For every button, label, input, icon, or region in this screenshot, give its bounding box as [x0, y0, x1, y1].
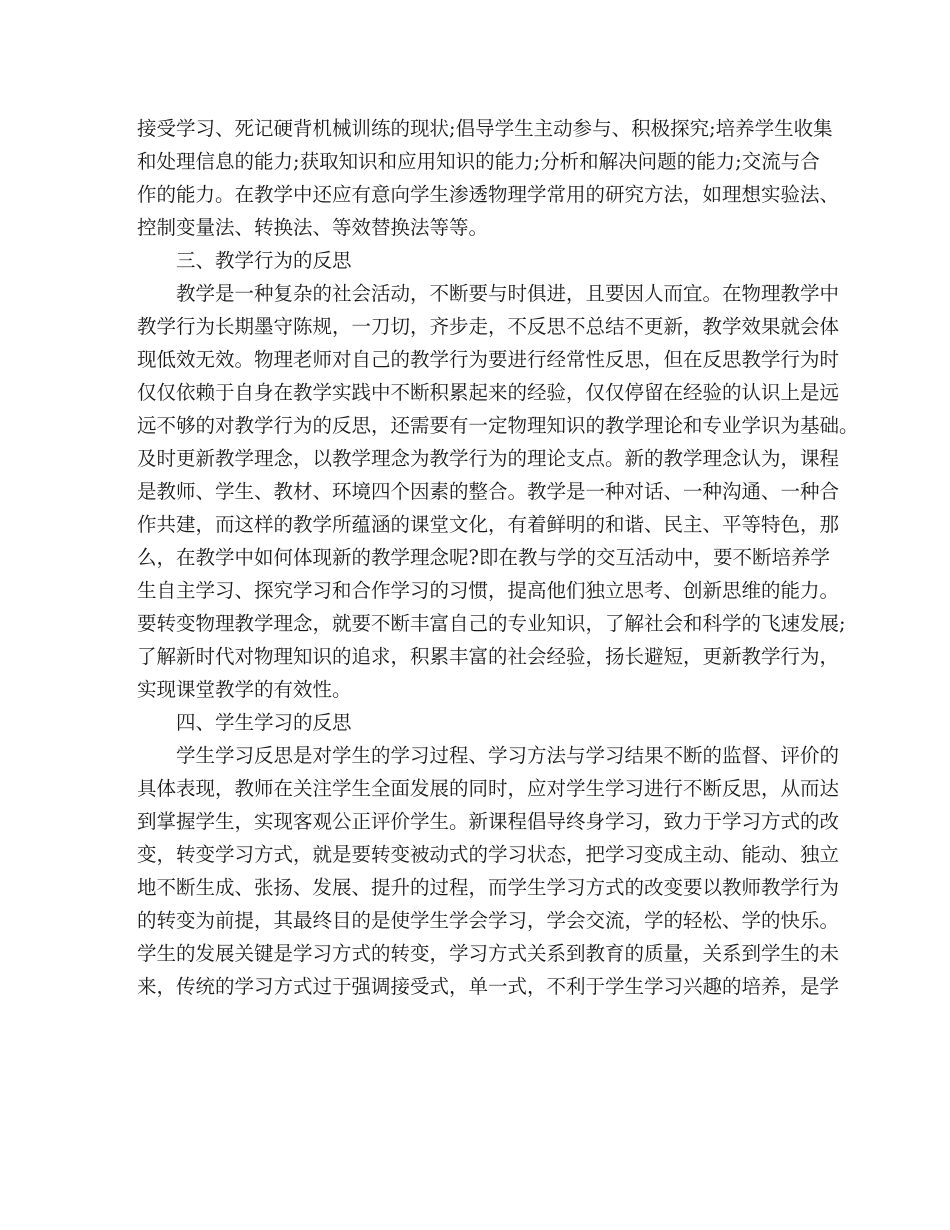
text-line: 要转变物理教学理念，就要不断丰富自己的专业知识，了解社会和科学的飞速发展; — [137, 612, 846, 635]
text-line: 具体表现，教师在关注学生全面发展的同时，应对学生学习进行不断反思，从而达 — [137, 777, 840, 800]
text-line: 实现课堂教学的有效性。 — [137, 678, 352, 701]
text-line: 作的能力。在教学中还应有意向学生渗透物理学常用的研究方法，如理想实验法、 — [137, 183, 840, 206]
text-line: 地不断生成、张扬、发展、提升的过程，而学生学习方式的改变要以教师教学行为 — [137, 876, 840, 899]
text-line: 控制变量法、转换法、等效替换法等等。 — [137, 216, 489, 239]
text-line: 及时更新教学理念，以教学理念为教学行为的理论支点。新的教学理念认为，课程 — [137, 447, 840, 470]
text-line: 作共建，而这样的教学所蕴涵的课堂文化，有着鲜明的和谐、民主、平等特色，那 — [137, 513, 840, 536]
text-line: 生自主学习、探究学习和合作学习的习惯，提高他们独立思考、创新思维的能力。 — [137, 579, 840, 602]
text-line: 和处理信息的能力;获取知识和应用知识的能力;分析和解决问题的能力;交流与合 — [137, 150, 820, 173]
text-line: 仅仅依赖于自身在教学实践中不断积累起来的经验，仅仅停留在经验的认识上是远 — [137, 381, 840, 404]
section-heading-3: 三、教学行为的反思 — [176, 249, 352, 272]
text-line: 现低效无效。物理老师对自己的教学行为要进行经常性反思，但在反思教学行为时 — [137, 348, 840, 371]
text-line: 变，转变学习方式，就是要转变被动式的学习状态，把学习变成主动、能动、独立 — [137, 843, 840, 866]
text-line: 的转变为前提，其最终目的是使学生学会学习，学会交流，学的轻松、学的快乐。 — [137, 909, 840, 932]
text-line: 教学是一种复杂的社会活动，不断要与时俱进，且要因人而宜。在物理教学中 — [176, 282, 840, 305]
text-line: 学生学习反思是对学生的学习过程、学习方法与学习结果不断的监督、评价的 — [176, 744, 840, 767]
section-heading-4: 四、学生学习的反思 — [176, 711, 352, 734]
document-body — [137, 112, 859, 1003]
text-line: 教学行为长期墨守陈规，一刀切，齐步走，不反思不总结不更新，教学效果就会体 — [137, 315, 840, 338]
text-line: 远不够的对教学行为的反思，还需要有一定物理知识的教学理论和专业学识为基础。 — [137, 414, 859, 437]
text-line: 么，在教学中如何体现新的教学理念呢?即在教与学的交互活动中，要不断培养学 — [137, 546, 830, 569]
text-line: 接受学习、死记硬背机械训练的现状;倡导学生主动参与、积极探究;培养学生收集 — [137, 117, 833, 140]
text-line: 学生的发展关键是学习方式的转变，学习方式关系到教育的质量，关系到学生的未 — [137, 942, 840, 965]
text-line: 是教师、学生、教材、环境四个因素的整合。教学是一种对话、一种沟通、一种合 — [137, 480, 840, 503]
text-line: 到掌握学生，实现客观公正评价学生。新课程倡导终身学习，致力于学习方式的改 — [137, 810, 840, 833]
text-line: 来，传统的学习方式过于强调接受式，单一式，不利于学生学习兴趣的培养，是学 — [137, 975, 840, 998]
text-line: 了解新时代对物理知识的追求，积累丰富的社会经验，扬长避短，更新教学行为， — [137, 645, 840, 668]
